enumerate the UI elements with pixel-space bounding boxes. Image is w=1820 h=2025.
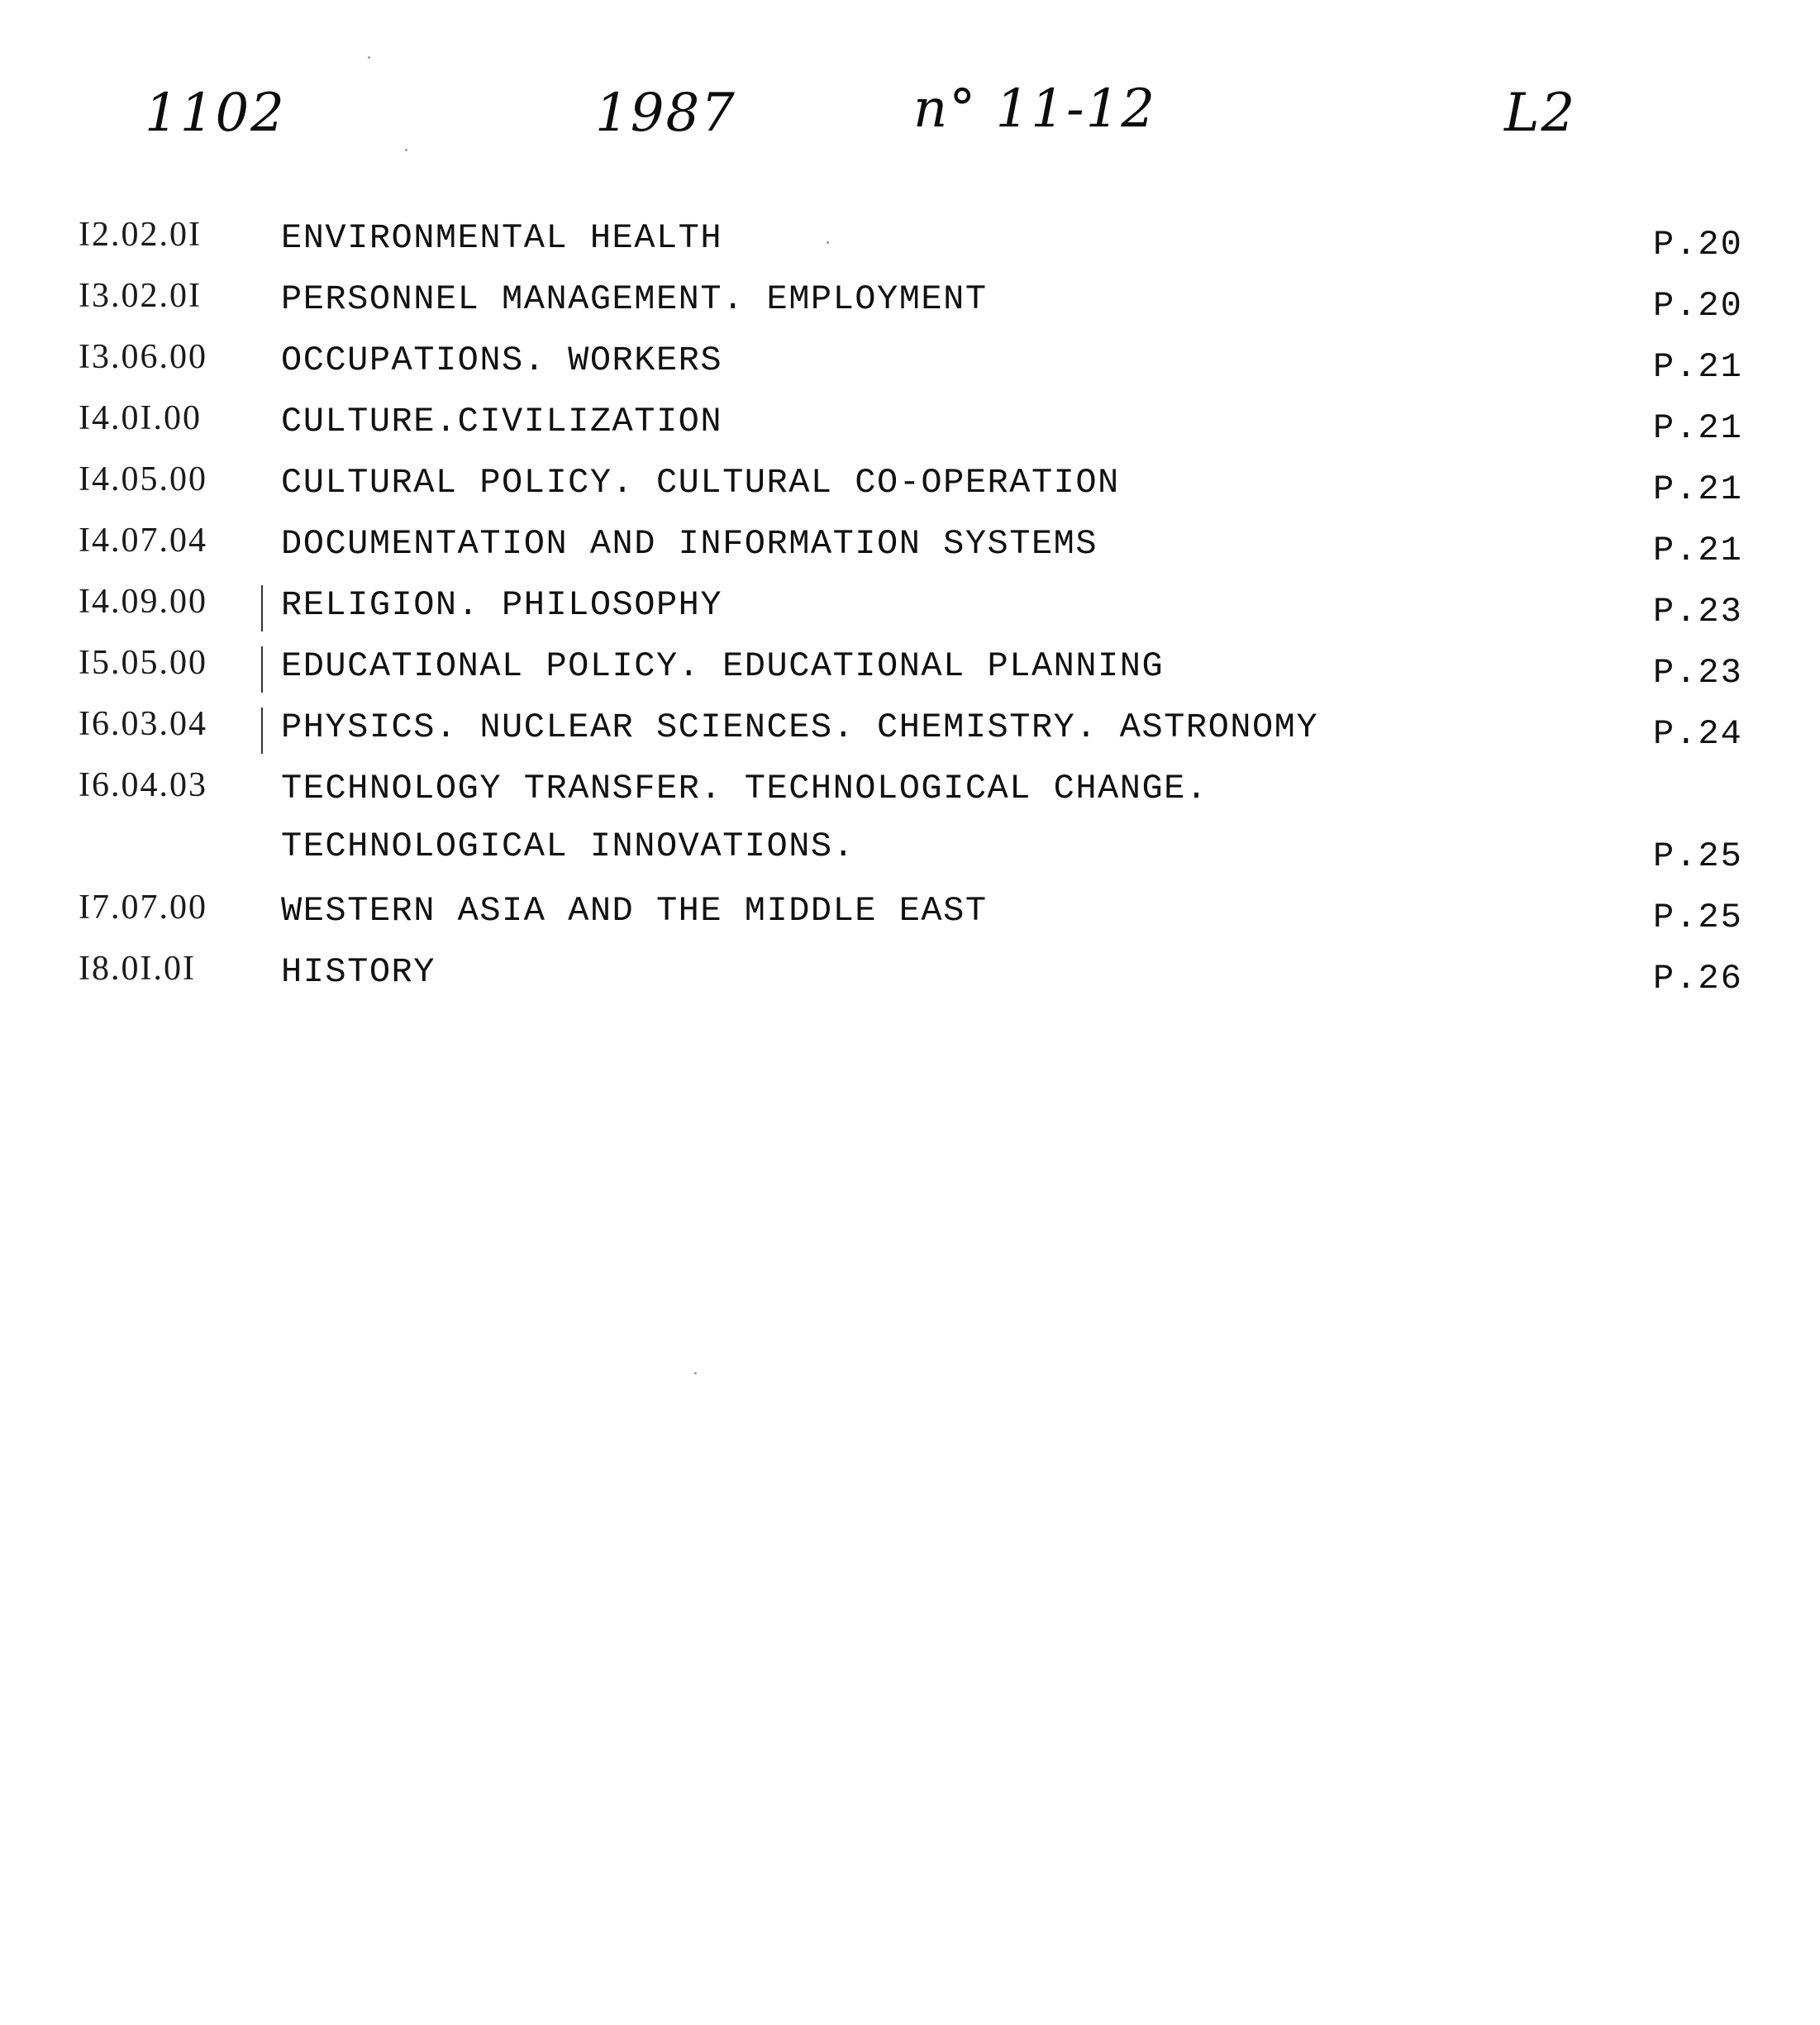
toc-entry [0, 398, 1820, 460]
subject-code: I6.04.03 [79, 766, 207, 804]
toc-entry [0, 276, 1820, 337]
page-reference: P.25 [1653, 898, 1743, 937]
handwritten-reference-number: 1102 [145, 83, 286, 144]
toc-entry [0, 765, 1820, 888]
scan-speck [368, 56, 370, 59]
subject-title: PHYSICS. NUCLEAR SCIENCES. CHEMISTRY. ASTRONOMY [281, 708, 1319, 747]
subject-code: I3.02.0I [79, 277, 202, 315]
subject-title: CULTURAL POLICY. CULTURAL CO-OPERATION [281, 463, 1120, 503]
subject-code: I6.03.04 [79, 705, 207, 743]
handwritten-year: 1987 [595, 83, 736, 144]
page-reference: P.24 [1653, 714, 1743, 754]
subject-title: ENVIRONMENTAL HEALTH [281, 218, 723, 258]
page-reference: P.21 [1653, 408, 1743, 448]
toc-entry [0, 460, 1820, 521]
page-reference: P.23 [1653, 653, 1743, 693]
scan-speck [405, 149, 407, 151]
table-of-contents [0, 215, 1820, 1010]
subject-title: WESTERN ASIA AND THE MIDDLE EAST [281, 891, 988, 931]
subject-code: I4.09.00 [79, 583, 207, 621]
subject-code: I8.0I.0I [79, 950, 196, 988]
subject-title: CULTURE.CIVILIZATION [281, 402, 723, 441]
subject-code: I2.02.0I [79, 216, 202, 254]
toc-entry [0, 582, 1820, 643]
subject-title: HISTORY [281, 952, 436, 992]
subject-title: EDUCATIONAL POLICY. EDUCATIONAL PLANNING [281, 646, 1165, 686]
subject-title-continuation: TECHNOLOGICAL INNOVATIONS. [281, 827, 855, 866]
margin-rule [261, 708, 263, 754]
page-reference: P.23 [1653, 592, 1743, 631]
scan-speck [694, 1372, 697, 1375]
subject-code: I5.05.00 [79, 644, 207, 682]
toc-entry [0, 704, 1820, 765]
toc-entry [0, 521, 1820, 582]
subject-title: RELIGION. PHILOSOPHY [281, 585, 723, 625]
handwritten-issue-number: n° 11-12 [913, 79, 1157, 140]
toc-entry [0, 337, 1820, 398]
subject-code: I3.06.00 [79, 338, 207, 376]
subject-code: I4.0I.00 [79, 399, 202, 437]
page-reference: P.25 [1653, 836, 1743, 876]
toc-entry [0, 643, 1820, 704]
page-reference: P.21 [1653, 347, 1743, 387]
page-reference: P.21 [1653, 469, 1743, 509]
page-reference: P.20 [1653, 286, 1743, 326]
subject-title: DOCUMENTATION AND INFORMATION SYSTEMS [281, 524, 1098, 564]
subject-code: I4.05.00 [79, 460, 207, 498]
page-reference: P.26 [1653, 959, 1743, 998]
margin-rule [261, 585, 263, 631]
toc-entry [0, 949, 1820, 1010]
toc-entry [0, 888, 1820, 949]
subject-title: PERSONNEL MANAGEMENT. EMPLOYMENT [281, 279, 988, 319]
margin-rule [261, 646, 263, 693]
page-reference: P.20 [1653, 225, 1743, 264]
subject-code: I7.07.00 [79, 889, 207, 927]
scan-speck [827, 241, 829, 244]
subject-title: OCCUPATIONS. WORKERS [281, 341, 723, 380]
page-reference: P.21 [1653, 531, 1743, 570]
subject-code: I4.07.04 [79, 522, 207, 560]
toc-entry [0, 215, 1820, 276]
handwritten-initials: L2 [1504, 83, 1577, 144]
subject-title: TECHNOLOGY TRANSFER. TECHNOLOGICAL CHANGE. [281, 769, 1208, 808]
